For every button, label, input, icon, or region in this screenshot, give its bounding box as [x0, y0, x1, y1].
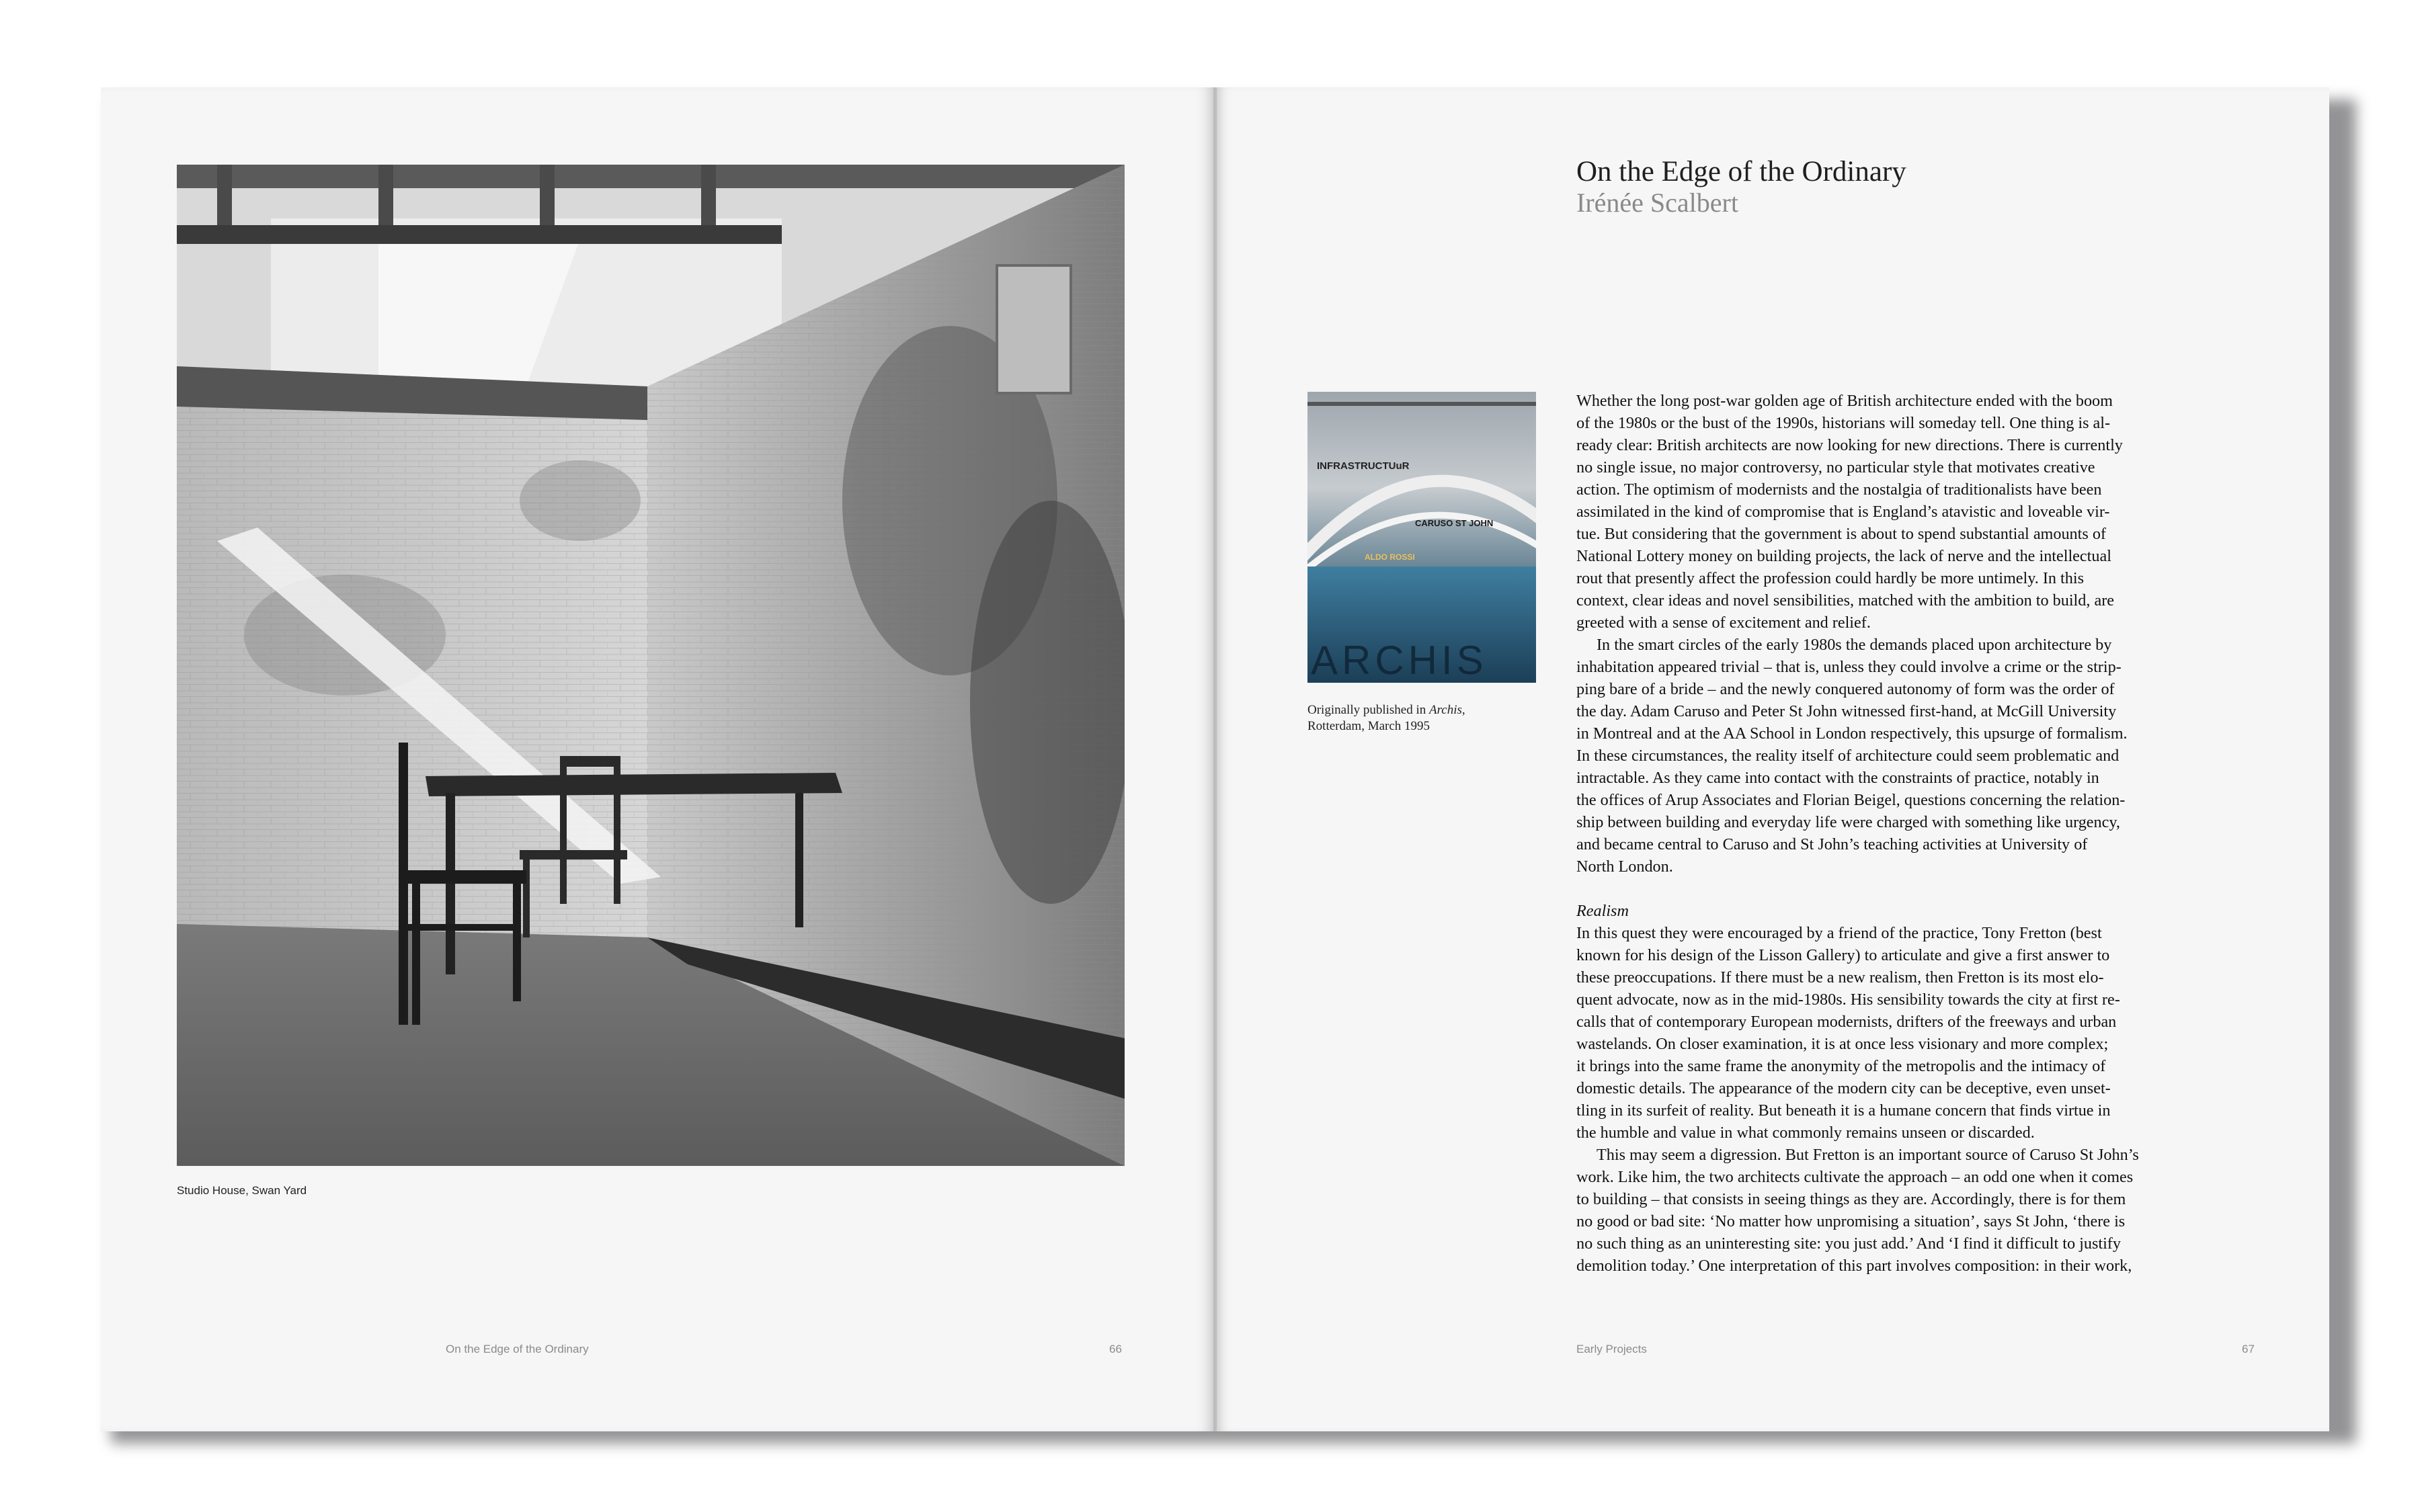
text-line: In this quest they were encouraged by a friend of the practice, Tony Fretton (best: [1576, 924, 2102, 942]
text-line: no good or bad site: ‘No matter how unpromising a situation’, says St John, ‘there is: [1576, 1212, 2126, 1230]
cover-name-2: ALDO ROSSI: [1365, 552, 1415, 562]
text-line: the day. Adam Caruso and Peter St John witnessed first-hand, at McGill University: [1576, 702, 2117, 720]
text-line: National Lottery money on building projects, the lack of nerve and the intellectual: [1576, 547, 2111, 565]
article-body: [1576, 390, 2255, 1277]
text-line: no single issue, no major controversy, no particular style that motivates creative: [1576, 458, 2095, 476]
article-author: Irénée Scalbert: [1576, 187, 1738, 218]
caption-suffix: ,: [1461, 703, 1465, 717]
text-line: it brings into the same frame the anonymity of the metropolis and the intimacy of: [1576, 1057, 2106, 1075]
text-line: known for his design of the Lisson Gallery) to articulate and give a first answer to: [1576, 946, 2110, 964]
paragraph-gap: [1576, 878, 2255, 900]
text-line: tue. But considering that the government is about to spend substantial amounts of: [1576, 525, 2106, 543]
text-line: to building – that consists in seeing things as they are. Accordingly, there is for them: [1576, 1190, 2126, 1208]
text-line: work. Like him, the two architects cultivate the approach – an odd one when it comes: [1576, 1168, 2134, 1186]
text-line: calls that of contemporary European modernists, drifters of the freeways and urban: [1576, 1013, 2117, 1031]
text-line: of the 1980s or the bust of the 1990s, historians will someday tell. One thing is al-: [1576, 414, 2111, 432]
text-line: context, clear ideas and novel sensibilities, matched with the ambition to build, are: [1576, 591, 2114, 610]
text-line: Whether the long post-war golden age of British architecture ended with the boom: [1576, 392, 2113, 410]
text-line: the offices of Arup Associates and Florian Beigel, questions concerning the relation-: [1576, 791, 2126, 809]
caption-prefix: Originally published in: [1307, 703, 1430, 717]
text-line: no such thing as an uninteresting site: you just add.’ And ‘I find it difficult to justify: [1576, 1234, 2121, 1253]
photo-caption: Studio House, Swan Yard: [177, 1184, 307, 1197]
running-head-right: Early Projects: [1576, 1343, 1647, 1355]
text-line: demolition today.’ One interpretation of this part involves composition: in their work,: [1576, 1257, 2132, 1275]
article-title: On the Edge of the Ordinary: [1576, 156, 1906, 187]
cover-masthead: INFRASTRUCTUuR: [1317, 460, 1410, 472]
text-line: ship between building and everyday life were charged with something like urgency,: [1576, 813, 2120, 831]
text-line: wastelands. On closer examination, it is at once less visionary and more complex;: [1576, 1035, 2109, 1053]
text-line: in Montreal and at the AA School in London respectively, this upsurge of formalism.: [1576, 724, 2128, 743]
text-line: In these circumstances, the reality itself of architecture could seem problematic and: [1576, 747, 2120, 765]
cover-logo: ARCHIS: [1311, 638, 1488, 683]
text-line: This may seem a digression. But Fretton is an important source of Caruso St John’s: [1597, 1146, 2139, 1164]
text-line: quent advocate, now as in the mid-1980s. His sensibility towards the city at first re-: [1576, 991, 2120, 1009]
text-line: In the smart circles of the early 1980s the demands placed upon architecture by: [1597, 636, 2112, 654]
text-line: domestic details. The appearance of the modern city can be deceptive, even unset-: [1576, 1079, 2111, 1097]
section-subheading: Realism: [1576, 902, 1629, 920]
caption-line2: Rotterdam, March 1995: [1307, 719, 1430, 733]
cover-name-1: CARUSO ST JOHN: [1415, 518, 1494, 528]
text-line: North London.: [1576, 857, 1673, 876]
page-number-left: 66: [1109, 1343, 1122, 1355]
text-line: these preoccupations. If there must be a new realism, then Fretton is its most elo-: [1576, 968, 2104, 986]
text-line: the humble and value in what commonly remains unseen or discarded.: [1576, 1124, 2035, 1142]
text-line: and became central to Caruso and St John’s teaching activities at University of: [1576, 835, 2088, 853]
page-number-right: 67: [2242, 1343, 2255, 1355]
text-line: assimilated in the kind of compromise that is England’s atavistic and loveable vir-: [1576, 503, 2110, 521]
cover-caption: [1307, 702, 1536, 734]
text-line: ready clear: British architects are now looking for new directions. There is currently: [1576, 436, 2123, 454]
text-line: ping bare of a bride – and the newly conquered autonomy of form was the order of: [1576, 680, 2115, 698]
text-line: action. The optimism of modernists and the nostalgia of traditionalists have been: [1576, 480, 2102, 499]
text-line: inhabitation appeared trivial – that is, unless they could involve a crime or the strip-: [1576, 658, 2122, 676]
text-line: greeted with a sense of excitement and relief.: [1576, 614, 1871, 632]
running-head-left: On the Edge of the Ordinary: [446, 1343, 589, 1355]
studio-house-photo: [177, 165, 1125, 1166]
text-line: rout that presently affect the profession could hardly be more untimely. In this: [1576, 569, 2084, 587]
caption-magazine: Archis: [1429, 703, 1462, 717]
archis-cover-image: [1307, 392, 1536, 683]
text-line: tling in its surfeit of reality. But beneath it is a humane concern that finds virtue in: [1576, 1101, 2111, 1120]
text-line: intractable. As they came into contact with the constraints of practice, notably in: [1576, 769, 2099, 787]
